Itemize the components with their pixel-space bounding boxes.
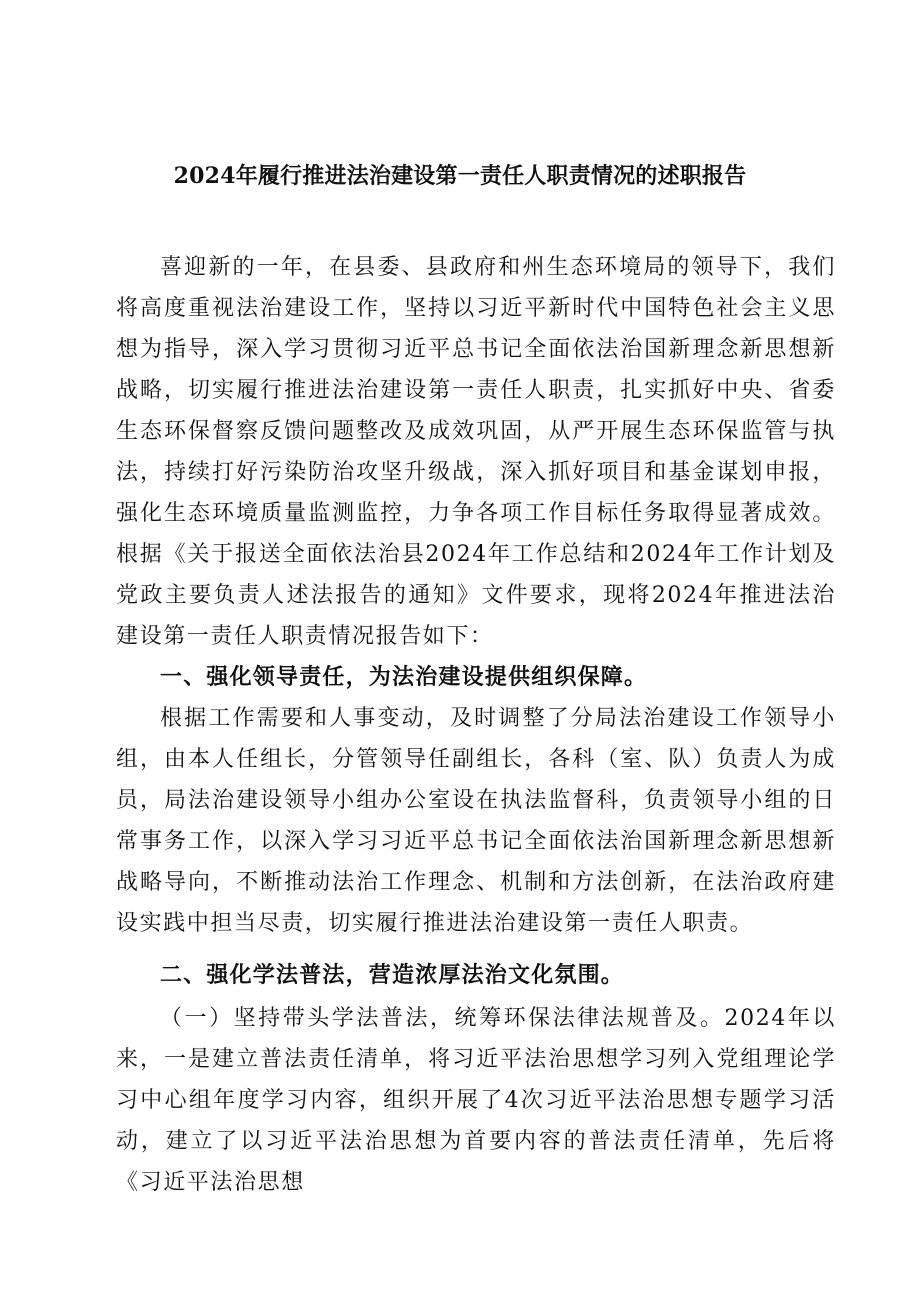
section-2-subsection-1-paragraph: （一）坚持带头学法普法，统筹环保法律法规普及。2024年以来，一是建立普法责任清单，将习近平法治思想学习列入党组理论学习中心组年度学习内容，组织开展了4次习近平法治思想专题学习活动，建立了以习近平法治思想为首要内容的普法责任清单，先后将《习近平法治思想 [116,1006,836,1195]
intro-paragraph: 喜迎新的一年，在县委、县政府和州生态环境局的领导下，我们将高度重视法治建设工作，坚持以习近平新时代中国特色社会主义思想为指导，深入学习贯彻习近平总书记全面依法治国新理念新思想新战略，切实履行推进法治建设第一责任人职责，扎实抓好中央、省委生态环保督察反馈问题整改及成效巩固，从严开展生态环保监管与执法，持续打好污染防治攻坚升级战，深入抓好项目和基金谋划申报，强化生态环境质量监测监控，力争各项工作目标任务取得显著成效。根据《关于报送全面依法治县2024年工作总结和2024年工作计划及党政主要负责人述法报告的通知》文件要求，现将2024年推进法治建设第一责任人职责情况报告如下： [116,255,836,649]
document-body [116,247,836,1203]
document-title: 2024年履行推进法治建设第一责任人职责情况的述职报告 [173,163,747,189]
section-2-heading: 二、强化学法普法，营造浓厚法治文化氛围。 [160,962,625,988]
section-1-heading: 一、强化领导责任，为法治建设提供组织保障。 [160,664,648,690]
section-1-paragraph: 根据工作需要和人事变动，及时调整了分局法治建设工作领导小组，由本人任组长，分管领导任副组长，各科（室、队）负责人为成员，局法治建设领导小组办公室设在执法监督科，负责领导小组的日常事务工作，以深入学习习近平总书记全面依法治国新理念新思想新战略导向，不断推动法治工作理念、机制和方法创新，在法治政府建设实践中担当尽责，切实履行推进法治建设第一责任人职责。 [116,706,836,936]
